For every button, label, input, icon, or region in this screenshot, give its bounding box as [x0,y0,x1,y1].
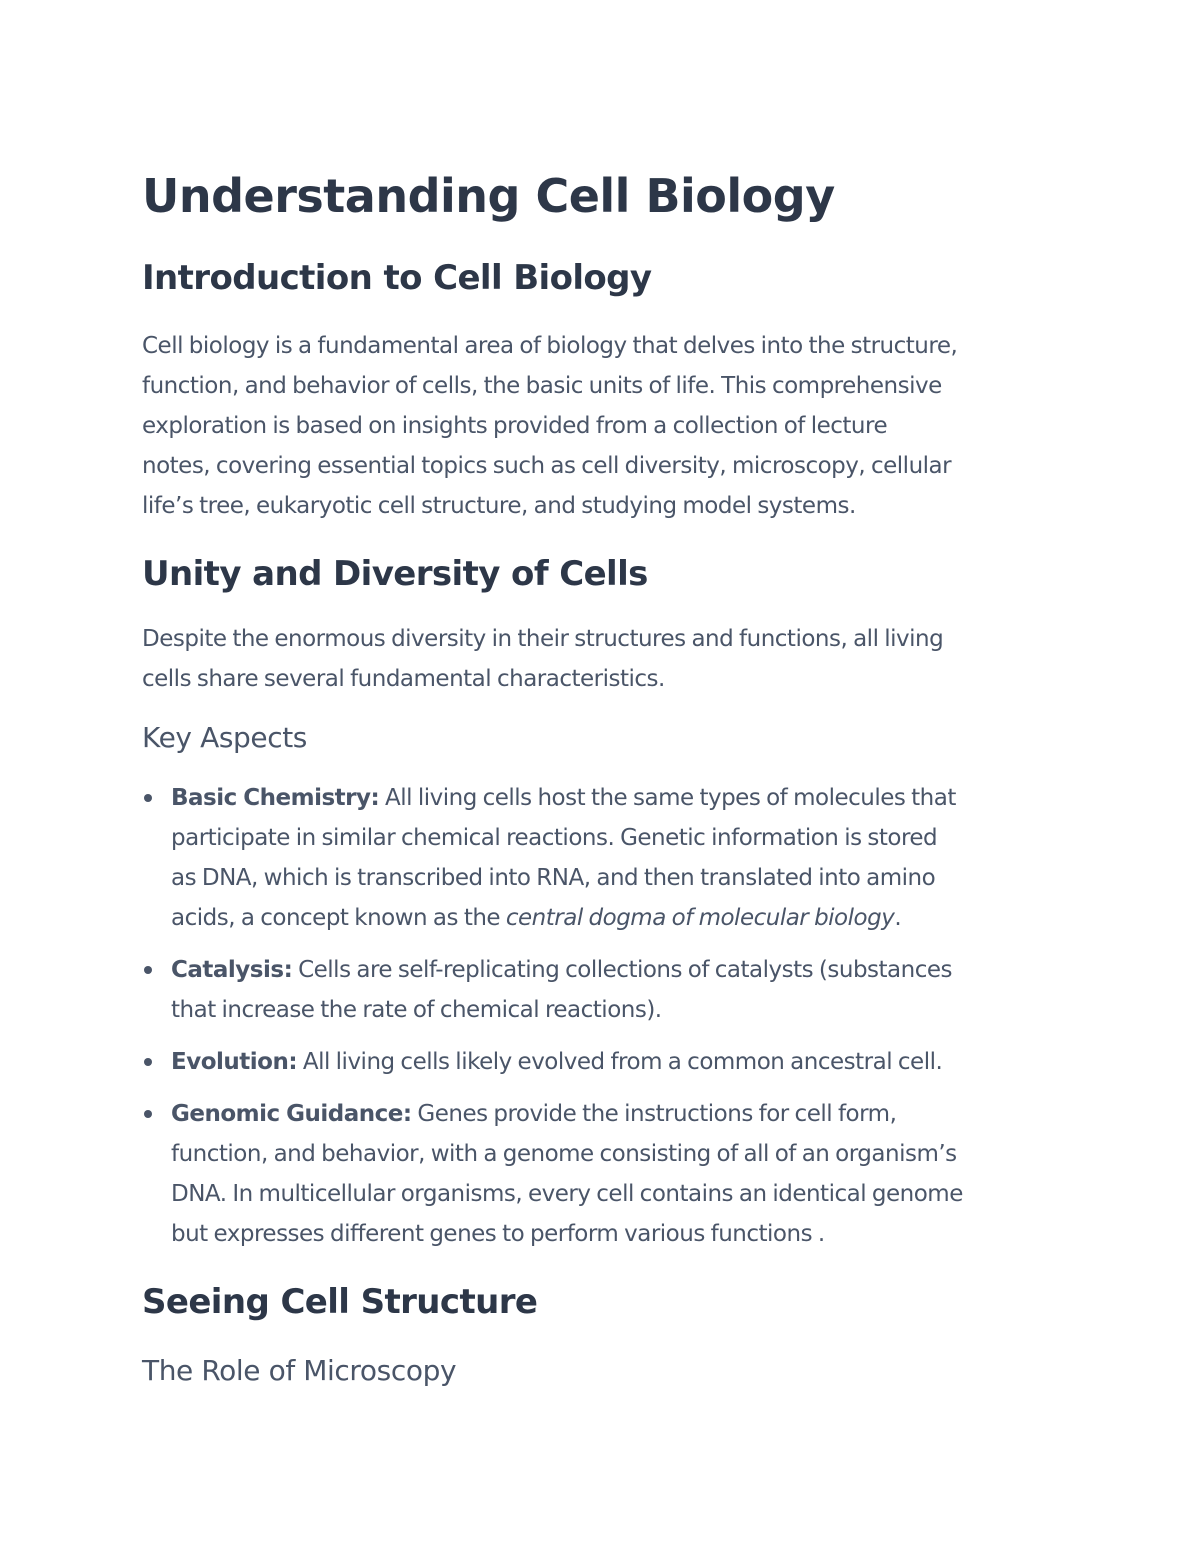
paragraph-line: function, and behavior of cells, the basic units of life. This comprehensive [142,373,942,399]
item-text: All living cells host the same types of molecules that [379,785,956,811]
item-text: All living cells likely evolved from a common ancestral cell. [297,1049,943,1075]
paragraph-line: cells share several fundamental characteristics. [142,666,665,692]
intro-paragraph [142,326,1062,526]
item-text: that increase the rate of chemical reactions). [171,997,662,1023]
bullet-icon [144,794,152,802]
term-label: Catalysis [171,957,284,983]
bullet-icon [144,1110,152,1118]
subheading-role-of-microscopy: The Role of Microscopy [142,1354,457,1387]
term-label: Evolution [171,1049,289,1075]
bullet-icon [144,966,152,974]
term-label: Genomic Guidance [171,1101,403,1127]
paragraph-line: notes, covering essential topics such as cell diversity, microscopy, cellular [142,453,952,479]
paragraph-line: Despite the enormous diversity in their structures and functions, all living [142,626,944,652]
subheading-key-aspects: Key Aspects [142,721,307,754]
item-text: as DNA, which is transcribed into RNA, and then translated into amino [171,865,936,891]
term-label: Basic Chemistry [171,785,371,811]
item-text: function, and behavior, with a genome consisting of all of an organism’s [171,1141,957,1167]
bullet-icon [144,1058,152,1066]
section-heading-unity-diversity: Unity and Diversity of Cells [142,554,648,594]
item-text: Cells are self-replicating collections of catalysts (substances [292,957,953,983]
item-text: Genes provide the instructions for cell form, [411,1101,897,1127]
item-text: acids, a concept known as the [171,905,506,931]
document-title: Understanding Cell Biology [142,169,835,223]
emphasis-text: central dogma of molecular biology [505,905,895,931]
unity-paragraph [142,619,1062,699]
section-heading-seeing-cell-structure: Seeing Cell Structure [142,1282,538,1322]
paragraph-line: exploration is based on insights provided from a collection of lecture [142,413,888,439]
paragraph-line: Cell biology is a fundamental area of biology that delves into the structure, [142,333,958,359]
item-text: but expresses different genes to perform various functions . [171,1221,825,1247]
paragraph-line: life’s tree, eukaryotic cell structure, and studying model systems. [142,493,856,519]
section-heading-introduction: Introduction to Cell Biology [142,258,652,298]
item-text: DNA. In multicellular organisms, every cell contains an identical genome [171,1181,963,1207]
item-text: participate in similar chemical reactions. Genetic information is stored [171,825,938,851]
